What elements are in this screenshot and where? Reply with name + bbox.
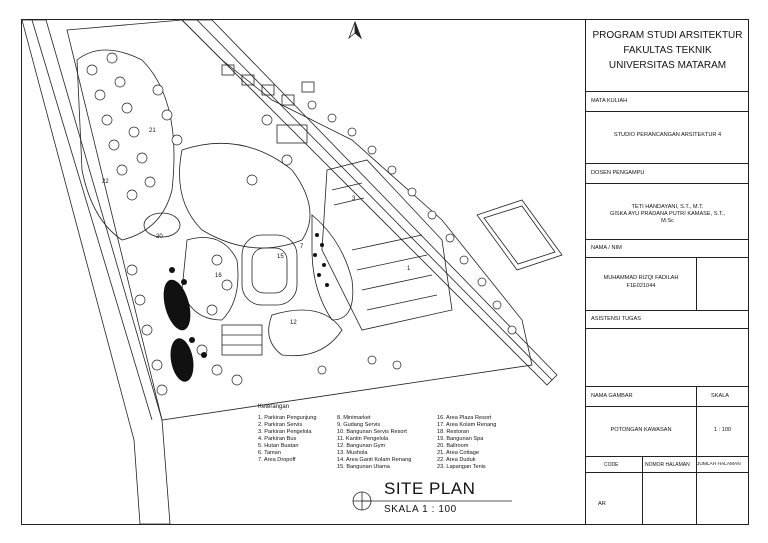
student-name: MUHAMMAD RIZQI FADILAH — [603, 275, 679, 281]
area-number: 16 — [215, 273, 222, 279]
area-number: 15 — [277, 254, 284, 260]
north-arrow-icon — [349, 22, 361, 38]
assist-label-row — [586, 310, 749, 328]
legend-item: 22. Area Duduk — [437, 457, 476, 463]
trees — [87, 53, 516, 395]
legend-item: 20. Ballroom — [437, 443, 469, 449]
legend-item: 13. Mushola — [337, 450, 368, 456]
student-row — [586, 257, 749, 310]
pool — [269, 310, 342, 356]
drawing-scale: SKALA 1 : 100 — [384, 504, 457, 515]
legend-item: 2. Parkiran Servis — [258, 422, 303, 428]
code-label-row — [586, 456, 749, 472]
course-name: STUDIO PERANCANGAN ARSITEKTUR 4 — [613, 132, 722, 138]
drawing-row — [586, 406, 749, 456]
code-row — [586, 472, 749, 524]
assist-row — [586, 328, 749, 386]
title-block — [585, 20, 749, 524]
student-label-row — [586, 239, 749, 257]
legend-item: 12. Bangunan Gym — [337, 443, 386, 449]
legend-item: 21. Area Cottage — [437, 450, 479, 456]
course-row — [586, 111, 749, 163]
legend-item: 18. Restoran — [437, 429, 470, 435]
parking-area — [322, 160, 452, 330]
legend-item: 5. Hutan Buatan — [258, 443, 299, 449]
legend-item: 9. Gudang Servis — [337, 422, 381, 428]
legend-item: 23. Lapangan Tenis — [437, 464, 486, 470]
institution-header — [586, 28, 749, 73]
site-plan-drawing — [22, 20, 585, 524]
legend-title: Keterangan — [258, 404, 290, 410]
assist-label: ASISTENSI TUGAS — [591, 316, 641, 322]
lecturer-row — [586, 183, 749, 239]
legend-item: 4. Parkiran Bus — [258, 436, 297, 442]
course-label-row — [586, 91, 749, 111]
area-number: 12 — [290, 320, 297, 326]
student-label: NAMA / NIM — [591, 245, 622, 251]
course-label: MATA KULIAH — [591, 98, 628, 104]
drawing-name: POTONGAN KAWASAN — [610, 427, 672, 433]
drawing-label-row — [586, 386, 749, 406]
scale-label: SKALA — [711, 393, 730, 399]
legend-item: 11. Kantin Pengelola — [337, 436, 389, 442]
program-name: PROGRAM STUDI ARSITEKTUR — [592, 30, 743, 41]
lecturer-3: M.Sc — [661, 218, 674, 224]
total-pages-label: JUMLAH HALAMAN — [697, 462, 741, 467]
area-number: 3 — [352, 196, 356, 202]
legend-item: 1. Parkiran Pengunjung — [258, 415, 317, 421]
page-number-label: NOMOR HALAMAN — [645, 462, 690, 468]
legend-item: 17. Area Kolam Renang — [437, 422, 497, 428]
lecturer-1: TETI HANDAYANI, S.T., M.T. — [631, 204, 704, 210]
area-number: 1 — [407, 266, 411, 272]
legend-column-3 — [437, 415, 496, 471]
drawing-name-label: NAMA GAMBAR — [591, 393, 633, 399]
legend-item: 15. Bangunan Utama — [337, 464, 390, 470]
legend-item: 14. Area Ganti Kolam Renang — [337, 457, 412, 463]
lecturer-2: GISKA AYU PRADANA PUTRI KAMASE, S.T., — [610, 211, 725, 217]
student-nim: F1E021044 — [626, 283, 656, 289]
legend-column-2 — [337, 415, 411, 471]
legend-item: 16. Area Plaza Resort — [437, 415, 492, 421]
area-number: 7 — [300, 244, 304, 250]
tennis-court — [477, 200, 562, 270]
site-boundary — [67, 20, 532, 420]
area-number: 21 — [149, 128, 156, 134]
drawing-sheet — [21, 19, 749, 525]
code-value: AR — [598, 501, 606, 507]
legend-item: 7. Area Dropoff — [258, 457, 296, 463]
legend-item: 8. Minimarket — [337, 415, 371, 421]
drawing-title: SITE PLAN — [384, 479, 476, 498]
legend-item: 19. Bangunan Spa — [437, 436, 484, 442]
legend-item: 6. Taman — [258, 450, 281, 456]
university-name: UNIVERSITAS MATARAM — [608, 60, 727, 71]
code-label: CODE — [604, 462, 619, 468]
legend-column-1 — [258, 415, 316, 464]
right-road — [182, 20, 557, 385]
lecturer-label: DOSEN PENGAMPU — [591, 170, 645, 176]
main-building — [242, 235, 297, 305]
legend-item: 10. Bangunan Servis Resort — [337, 429, 407, 435]
faculty-name: FAKULTAS TEKNIK — [623, 45, 712, 56]
legend-item: 3. Parkiran Pengelola — [258, 429, 312, 435]
area-number: 22 — [102, 179, 109, 185]
lecturer-label-row — [586, 163, 749, 183]
area-number: 20 — [156, 234, 163, 240]
drawing-scale-value: 1 : 100 — [713, 427, 732, 433]
